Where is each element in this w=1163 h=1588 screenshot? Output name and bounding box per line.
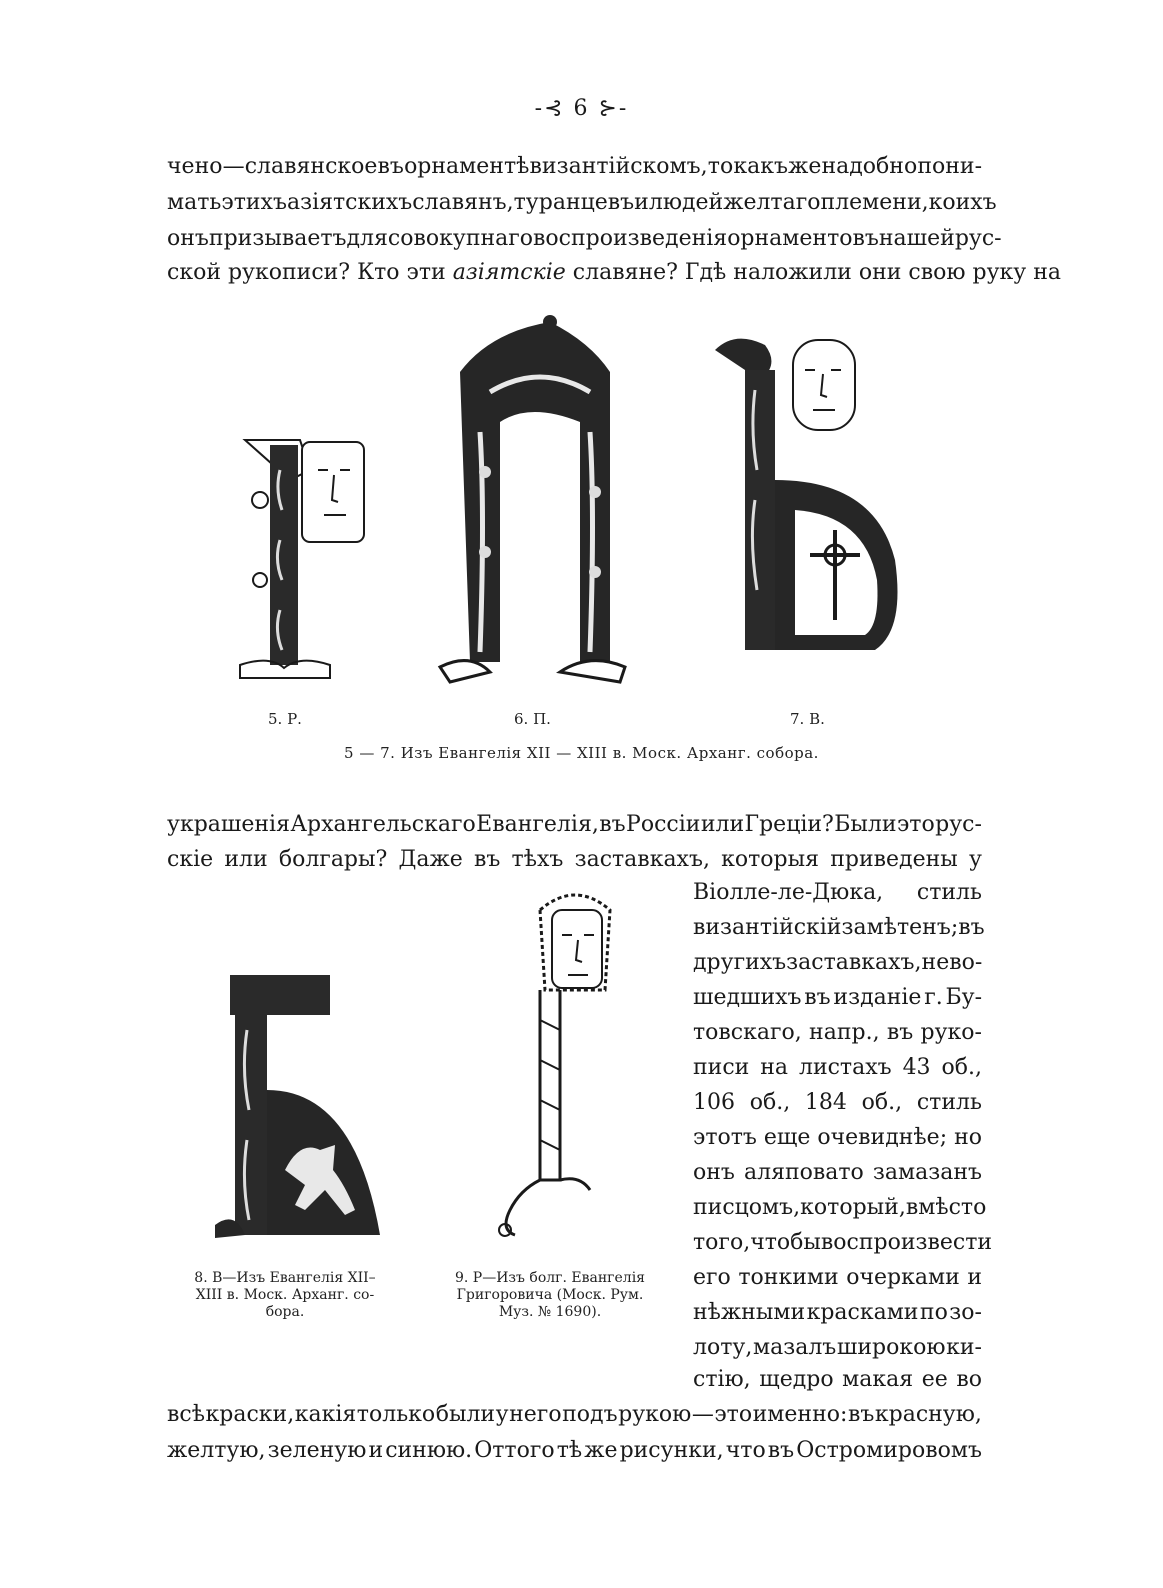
column-line: писи на листахъ 43 об.,: [693, 1055, 982, 1080]
figure-caption-9: [425, 1270, 675, 1321]
text-fragment: славяне? Гдѣ наложили они свою руку на: [565, 260, 1061, 285]
initial-letter-v-animal-illustration: [205, 970, 390, 1245]
initial-letter-r-illustration: [230, 430, 380, 690]
column-line: того, чтобы воспроизвести: [693, 1230, 993, 1255]
caption-line: Муз. № 1690).: [498, 1304, 602, 1320]
text-line: мать этихъ азіятскихъ славянъ, туранцевъ и людей желтаго племени, коихъ: [167, 190, 997, 215]
text-line: всѣ краски, какія только были у него подъ рукою — это именно: въ красную,: [167, 1402, 982, 1427]
column-line: товскаго, напр., въ руко-: [693, 1020, 982, 1045]
column-line: 106 об., 184 об., стиль: [693, 1090, 982, 1115]
text-line: чено — славянское въ орнаментѣ византійскомъ, то какъ же надобно пони-: [167, 154, 982, 179]
caption-line: 9. Р—Изъ болг. Евангелія: [454, 1270, 646, 1286]
column-line: этотъ еще очевиднѣе; но: [693, 1125, 982, 1150]
text-line: онъ призываетъ для совокупнаго воспроизведенія орнаментовъ нашей рус-: [167, 226, 1002, 251]
column-line: его тонкими очерками и: [693, 1265, 982, 1290]
text-line: [167, 258, 1061, 288]
text-line: скіе или болгары? Даже въ тѣхъ заставкахъ, которыя приведены у: [167, 847, 982, 872]
figure-caption-6: 6. П.: [514, 710, 551, 728]
column-line: онъ аляповато замазанъ: [693, 1160, 982, 1185]
figure-caption-8: [160, 1270, 410, 1321]
column-line: шедшихъ въ изданіе г. Бу-: [693, 985, 982, 1010]
figures-main-caption: 5 — 7. Изъ Евангелія XII — XIII в. Моск. Арханг. собора.: [344, 744, 819, 762]
caption-line: Григоровича (Моск. Рум.: [456, 1287, 644, 1303]
figure-caption-5: 5. Р.: [268, 710, 302, 728]
column-line: писцомъ, который, вмѣсто: [693, 1195, 987, 1220]
text-fragment: ской рукописи? Кто эти: [167, 260, 453, 285]
text-line: желтую, зеленую и синюю. Оттого тѣ же рисунки, что въ Остромировомъ: [167, 1438, 982, 1463]
initial-letter-v-illustration: [705, 330, 925, 670]
caption-line: бора.: [265, 1304, 305, 1320]
page-number: -⊰ 6 ⊱-: [534, 96, 629, 121]
column-line: нѣжными красками по зо-: [693, 1300, 982, 1325]
column-line: лоту, мазалъ широкою ки-: [693, 1335, 982, 1360]
caption-line: XIII в. Моск. Арханг. со-: [195, 1287, 375, 1303]
text-line: украшенія Архангельскаго Евангелія, въ Россіи или Греціи? Были это рус-: [167, 812, 982, 837]
column-line: стію, щедро макая ее во: [693, 1367, 982, 1392]
column-line: Віолле-ле-Дюка, стиль: [693, 880, 982, 905]
italic-word: азіятскіе: [452, 260, 566, 285]
figure-caption-7: 7. В.: [790, 710, 825, 728]
column-line: другихъ заставкахъ, не во-: [693, 950, 983, 975]
column-line: византійскій замѣтенъ; въ: [693, 915, 985, 940]
initial-letter-p-illustration: [430, 312, 630, 692]
initial-letter-r-face-illustration: [480, 880, 650, 1260]
caption-line: 8. В—Изъ Евангелія XII–: [194, 1270, 376, 1286]
